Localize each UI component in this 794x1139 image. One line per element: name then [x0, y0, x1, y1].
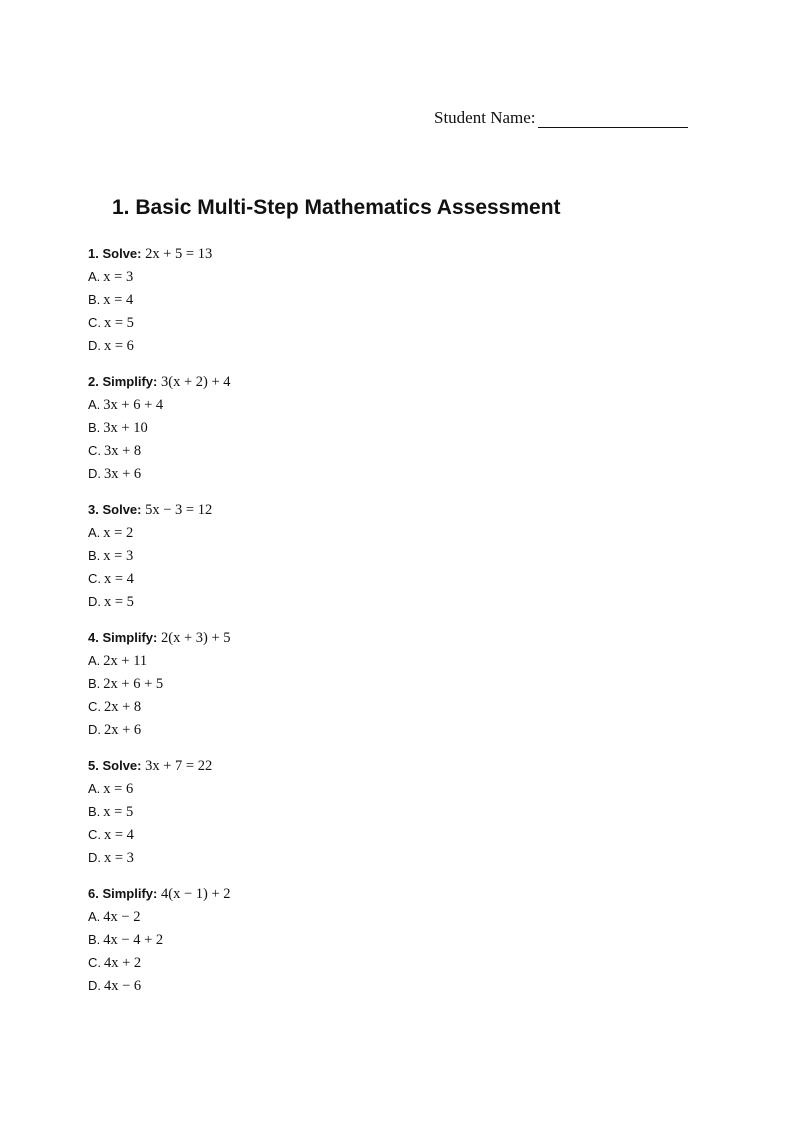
option-letter: B.	[88, 420, 101, 435]
answer-option[interactable]	[88, 393, 588, 416]
question-prompt	[88, 754, 588, 777]
answer-option[interactable]	[88, 974, 588, 997]
answer-option[interactable]	[88, 777, 588, 800]
question-number: 3.	[88, 502, 99, 517]
option-letter: A.	[88, 269, 101, 284]
answer-option[interactable]	[88, 311, 588, 334]
option-text: x = 6	[104, 338, 134, 354]
answer-option[interactable]	[88, 672, 588, 695]
question-list	[88, 242, 588, 1010]
answer-option[interactable]	[88, 462, 588, 485]
option-text: 2x + 11	[103, 653, 148, 669]
option-letter: B.	[88, 804, 101, 819]
option-letter: B.	[88, 676, 101, 691]
option-text: 4x + 2	[104, 955, 142, 971]
question-prompt	[88, 242, 588, 265]
question-expression: 2(x + 3) + 5	[161, 630, 231, 646]
student-name-field	[434, 108, 688, 128]
answer-option[interactable]	[88, 567, 588, 590]
option-text: 3x + 8	[104, 443, 142, 459]
option-text: x = 6	[103, 781, 134, 797]
question-instruction: Solve:	[102, 502, 142, 517]
answer-option[interactable]	[88, 416, 588, 439]
option-letter: B.	[88, 548, 101, 563]
option-text: 4x − 6	[104, 978, 142, 994]
answer-option[interactable]	[88, 823, 588, 846]
answer-option[interactable]	[88, 334, 588, 357]
option-text: x = 3	[104, 850, 134, 866]
question-number: 4.	[88, 630, 99, 645]
option-text: 2x + 6	[104, 722, 142, 738]
question-number: 2.	[88, 374, 99, 389]
option-letter: D.	[88, 594, 101, 609]
answer-option[interactable]	[88, 544, 588, 567]
option-letter: D.	[88, 722, 101, 737]
answer-option[interactable]	[88, 521, 588, 544]
option-letter: C.	[88, 955, 101, 970]
question-4	[88, 626, 588, 754]
option-text: 3x + 6	[104, 466, 142, 482]
answer-option[interactable]	[88, 695, 588, 718]
option-text: x = 5	[104, 594, 134, 610]
option-text: 4x − 4 + 2	[103, 932, 164, 948]
option-text: 4x − 2	[103, 909, 141, 925]
question-instruction: Solve:	[102, 246, 142, 261]
option-text: 3x + 6 + 4	[103, 397, 164, 413]
question-number: 5.	[88, 758, 99, 773]
answer-option[interactable]	[88, 800, 588, 823]
student-name-label: Student Name:	[434, 108, 536, 127]
option-letter: D.	[88, 338, 101, 353]
option-letter: A.	[88, 653, 101, 668]
question-prompt	[88, 626, 588, 649]
option-letter: C.	[88, 443, 101, 458]
answer-option[interactable]	[88, 265, 588, 288]
question-expression: 5x − 3 = 12	[145, 502, 213, 518]
question-expression: 4(x − 1) + 2	[161, 886, 231, 902]
question-number: 6.	[88, 886, 99, 901]
option-text: x = 3	[103, 548, 134, 564]
answer-option[interactable]	[88, 288, 588, 311]
question-instruction: Simplify:	[102, 886, 158, 901]
option-text: x = 5	[103, 804, 134, 820]
option-text: x = 4	[104, 571, 134, 587]
option-text: 2x + 8	[104, 699, 142, 715]
question-instruction: Simplify:	[102, 374, 158, 389]
option-letter: B.	[88, 292, 101, 307]
option-letter: D.	[88, 850, 101, 865]
option-letter: B.	[88, 932, 101, 947]
option-text: x = 4	[104, 827, 134, 843]
question-instruction: Simplify:	[102, 630, 158, 645]
option-letter: C.	[88, 571, 101, 586]
question-5	[88, 754, 588, 882]
option-text: 3x + 10	[103, 420, 148, 436]
option-letter: A.	[88, 909, 101, 924]
question-expression: 2x + 5 = 13	[145, 246, 213, 262]
option-letter: D.	[88, 466, 101, 481]
option-text: x = 2	[103, 525, 134, 541]
option-text: 2x + 6 + 5	[103, 676, 164, 692]
answer-option[interactable]	[88, 718, 588, 741]
option-text: x = 5	[104, 315, 134, 331]
option-letter: D.	[88, 978, 101, 993]
answer-option[interactable]	[88, 951, 588, 974]
option-text: x = 3	[103, 269, 134, 285]
question-prompt	[88, 370, 588, 393]
answer-option[interactable]	[88, 905, 588, 928]
page-title: 1. Basic Multi-Step Mathematics Assessment	[112, 196, 561, 219]
option-letter: C.	[88, 315, 101, 330]
option-letter: A.	[88, 781, 101, 796]
question-expression: 3x + 7 = 22	[145, 758, 213, 774]
question-1	[88, 242, 588, 370]
answer-option[interactable]	[88, 928, 588, 951]
student-name-blank[interactable]	[538, 111, 688, 128]
option-letter: A.	[88, 397, 101, 412]
answer-option[interactable]	[88, 590, 588, 613]
question-3	[88, 498, 588, 626]
option-letter: C.	[88, 699, 101, 714]
option-letter: C.	[88, 827, 101, 842]
question-2	[88, 370, 588, 498]
answer-option[interactable]	[88, 846, 588, 869]
answer-option[interactable]	[88, 649, 588, 672]
question-6	[88, 882, 588, 1010]
answer-option[interactable]	[88, 439, 588, 462]
question-expression: 3(x + 2) + 4	[161, 374, 231, 390]
option-letter: A.	[88, 525, 101, 540]
question-prompt	[88, 882, 588, 905]
question-prompt	[88, 498, 588, 521]
question-number: 1.	[88, 246, 99, 261]
option-text: x = 4	[103, 292, 134, 308]
question-instruction: Solve:	[102, 758, 142, 773]
